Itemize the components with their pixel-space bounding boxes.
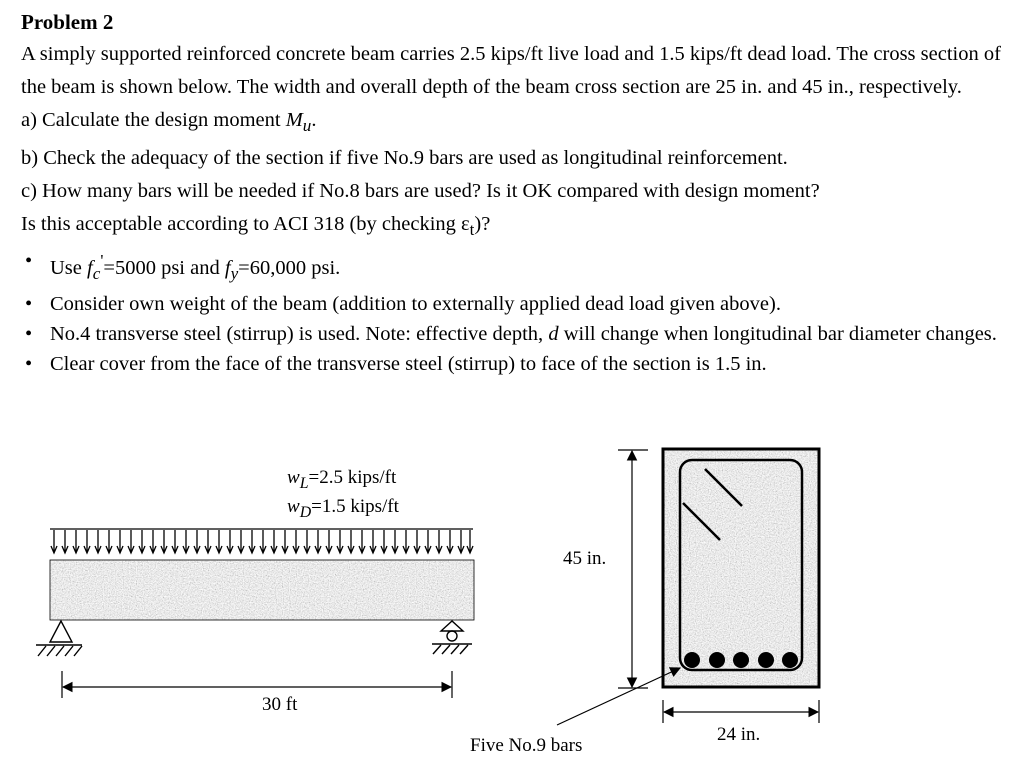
beam-body bbox=[50, 560, 474, 620]
bars-leader-line bbox=[557, 668, 680, 725]
rebar bbox=[709, 652, 725, 668]
pin-support-icon bbox=[36, 621, 82, 656]
strain-symbol: ε bbox=[461, 213, 470, 236]
depth-dimension bbox=[618, 450, 648, 688]
problem-title: Problem 2 bbox=[21, 10, 114, 34]
dead-load-label: $w_D=1.5$ kips/ft bbox=[287, 496, 399, 521]
bullet-stirrup: • No.4 transverse steel (stirrup) is used. Note: effective depth, d will change when longitudinal bar diameter changes. bbox=[21, 319, 1011, 349]
problem-intro: A simply supported reinforced concrete beam carries 2.5 kips/ft live load and 1.5 kips/ft dead load. The cross section of the beam is shown below. The width and overall depth of the beam cross section are 25 in. and 45 in., respectively. bbox=[21, 43, 1001, 98]
cross-section bbox=[663, 449, 819, 687]
live-load-label: $w_L=2.5$ kips/ft bbox=[287, 467, 397, 492]
fy-symbol: f bbox=[224, 257, 231, 280]
moment-subscript: u bbox=[302, 116, 312, 136]
distributed-load-arrows bbox=[50, 529, 473, 553]
width-label: 24 in. bbox=[717, 724, 761, 745]
part-a-end: . bbox=[311, 109, 317, 131]
rebar bbox=[758, 652, 774, 668]
bullet-dot: • bbox=[25, 353, 33, 376]
section-concrete bbox=[663, 449, 819, 687]
bullet-material: • Use $f_c'=5000$ psi and $f_y=60,000$ psi. bbox=[21, 246, 1011, 289]
bullet-dot: • bbox=[25, 293, 33, 316]
rebar bbox=[684, 652, 700, 668]
part-c: c) How many bars will be needed if No.8 bars are used? Is it OK compared with design moment? bbox=[21, 180, 820, 203]
beam-elevation bbox=[50, 560, 474, 620]
strain-subscript: t bbox=[469, 220, 475, 240]
fc-symbol: f bbox=[87, 257, 93, 280]
part-b: b) Check the adequacy of the section if five No.9 bars are used as longitudinal reinforcement. bbox=[21, 147, 788, 170]
bullet-self-weight: • Consider own weight of the beam (addition to externally applied dead load given above). bbox=[21, 289, 1011, 319]
depth-label: 45 in. bbox=[563, 548, 607, 569]
span-label: 30 ft bbox=[262, 694, 298, 715]
moment-symbol: M bbox=[285, 109, 303, 131]
depth-symbol: d bbox=[548, 323, 559, 346]
width-dimension bbox=[663, 700, 819, 723]
rebar bbox=[733, 652, 749, 668]
bullet-cover: • Clear cover from the face of the transverse steel (stirrup) to face of the section is 1.5 in. bbox=[21, 349, 1011, 379]
roller-support-icon bbox=[432, 621, 472, 654]
rebar bbox=[782, 652, 798, 668]
part-c2-text: Is this acceptable according to ACI 318 (by checking bbox=[21, 213, 462, 236]
part-c2-end: )? bbox=[474, 213, 491, 236]
bullet-dot: • bbox=[25, 250, 33, 273]
span-dimension bbox=[62, 671, 452, 698]
bars-label: Five No.9 bars bbox=[470, 735, 583, 756]
part-a-text: a) Calculate the design moment bbox=[21, 109, 286, 131]
bullet-dot: • bbox=[25, 323, 33, 346]
